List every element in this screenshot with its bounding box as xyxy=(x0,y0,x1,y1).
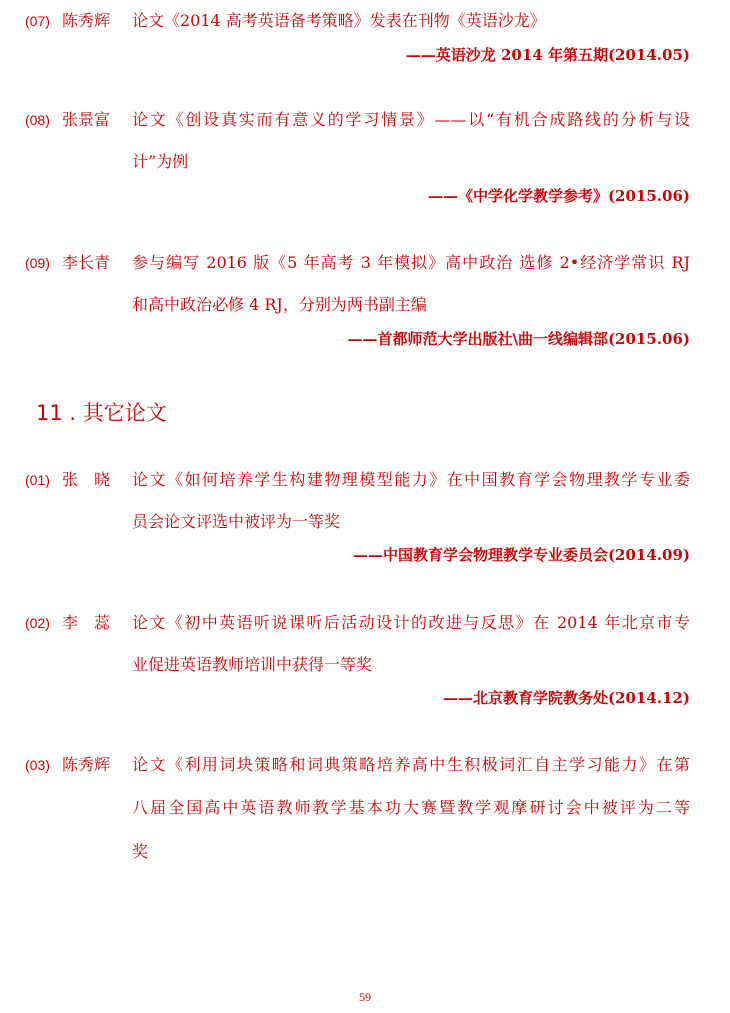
entry-source: ——首都师范大学出版社\曲一线编辑部(2015.06) xyxy=(347,330,690,348)
entry-text-line: 论文《创设真实而有意义的学习情景》——以“有机合成路线的分析与设 xyxy=(132,110,690,129)
entry-source: ——英语沙龙 2014 年第五期(2014.05) xyxy=(405,46,690,64)
entry-number: (08) xyxy=(25,112,50,128)
entry-text-line: 员会论文评选中被评为一等奖 xyxy=(132,512,341,531)
entry-number: (07) xyxy=(25,13,50,29)
entry-text-line: 论文《如何培养学生构建物理模型能力》在中国教育学会物理教学专业委 xyxy=(132,470,690,489)
entry-text-line: 奖 xyxy=(132,842,149,861)
entry-author: 李 蕊 xyxy=(62,613,111,632)
entry-text-line: 八届全国高中英语教师教学基本功大赛暨教学观摩研讨会中被评为二等 xyxy=(132,798,690,817)
section-title: 11 . 其它论文 xyxy=(36,401,167,425)
entry-number: (09) xyxy=(25,255,50,271)
entry-text-line: 计”为例 xyxy=(132,152,189,171)
entry-text-line: 和高中政治必修 4 RJ，分别为两书副主编 xyxy=(132,295,427,314)
entry-text-line: 论文《利用词块策略和词典策略培养高中生积极词汇自主学习能力》在第 xyxy=(132,755,690,774)
entry-source: ——《中学化学教学参考》(2015.06) xyxy=(427,187,690,205)
entry-text-line: 论文《初中英语听说课听后活动设计的改进与反思》在 2014 年北京市专 xyxy=(132,613,690,632)
entry-author: 陈秀辉 xyxy=(62,755,111,774)
entry-author: 张 晓 xyxy=(62,470,111,489)
page-number: 59 xyxy=(359,990,371,1004)
entry-number: (03) xyxy=(25,757,50,773)
entry-author: 李长青 xyxy=(62,253,111,272)
entry-text-line: 论文《2014 高考英语备考策略》发表在刊物《英语沙龙》 xyxy=(132,11,546,30)
entry-source: ——中国教育学会物理教学专业委员会(2014.09) xyxy=(352,546,690,564)
entry-source: ——北京教育学院教务处(2014.12) xyxy=(442,689,690,707)
entry-number: (01) xyxy=(25,472,50,488)
entry-text-line: 业促进英语教师培训中获得一等奖 xyxy=(132,655,373,674)
entry-number: (02) xyxy=(25,615,50,631)
entry-author: 陈秀辉 xyxy=(62,11,111,30)
entry-text-line: 参与编写 2016 版《5 年高考 3 年模拟》高中政治 选修 2•经济学常识 RJ xyxy=(132,253,690,272)
entry-author: 张景富 xyxy=(62,110,111,129)
